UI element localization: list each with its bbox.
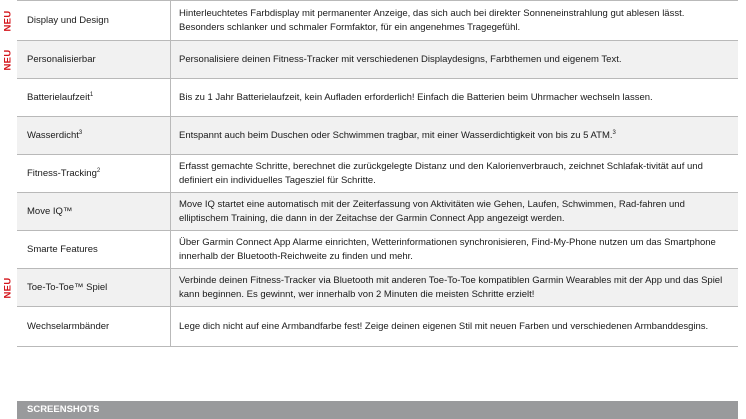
feature-description: Hinterleuchtetes Farbdisplay mit permanenter Anzeige, das sich auch bei direkter Sonneneinstrahlung gut ablesen lässt. Besonders schlanker und schmaler Formfaktor, für ein angenehmes Tragegefühl. [171,1,739,41]
feature-description: Move IQ startet eine automatisch mit der Zeiterfassung von Aktivitäten wie Gehen, Laufen, Schwimmen, Rad-fahren und elliptischem Training, die dann in der Zeitachse der Garmin Connect App angezeigt werden. [171,193,739,231]
feature-name: Move IQ™ [27,205,73,217]
feature-name-cell [2,41,171,79]
screenshots-section-header: SCREENSHOTS [17,401,738,419]
footnote-marker: 3 [612,129,616,136]
feature-name: Display und Design [27,14,109,26]
feature-name-cell [2,269,171,307]
footnote-marker: 3 [78,129,83,136]
feature-name-cell [2,1,171,41]
table-row [17,1,738,41]
table-row [17,269,738,307]
feature-name: Wechselarmbänder [27,320,110,332]
feature-description: Bis zu 1 Jahr Batterielaufzeit, kein Aufladen erforderlich! Einfach die Batterien beim Uhrmacher wechseln lassen. [171,79,739,117]
feature-description: Entspannt auch beim Duschen oder Schwimmen tragbar, mit einer Wasserdichtigkeit von bis zu 5 ATM. [179,129,613,141]
new-badge: NEU [2,277,14,298]
table-row [17,231,738,269]
feature-description-cell [171,117,739,155]
feature-name-cell [17,79,171,117]
feature-name-cell [17,193,171,231]
feature-description: Erfasst gemachte Schritte, berechnet die zurückgelegte Distanz und den Kalorienverbrauch, zeichnet Schlafak-tivität auf und definiert ein individuelles Tagesziel für Schritte. [171,155,739,193]
feature-name: Fitness-Tracking [27,167,97,179]
table-row [17,155,738,193]
table-row [17,307,738,347]
new-badge: NEU [2,49,14,70]
feature-name: Wasserdicht [27,129,79,141]
table-row [17,117,738,155]
feature-description: Über Garmin Connect App Alarme einrichten, Wetterinformationen synchronisieren, Find-My-Phone nutzen um das Smartphone innerhalb der Bluetooth-Reichweite zu finden und mehr. [171,231,739,269]
table-row [17,41,738,79]
feature-name-cell [17,155,171,193]
feature-table [2,0,738,347]
feature-name-cell [17,117,171,155]
footnote-marker: 1 [89,91,94,98]
table-row [17,193,738,231]
new-badge: NEU [2,10,14,31]
feature-name: Personalisierbar [27,53,96,65]
feature-name: Batterielaufzeit [27,91,90,103]
feature-name-cell [17,231,171,269]
feature-name: Smarte Features [27,243,98,255]
feature-name-cell [17,307,171,347]
feature-name: Toe-To-Toe™ Spiel [27,281,108,293]
table-row [17,79,738,117]
footnote-marker: 2 [96,167,101,174]
feature-description: Lege dich nicht auf eine Armbandfarbe fest! Zeige deinen eigenen Stil mit neuen Farben und verschiedenen Armbanddesgins. [171,307,739,347]
feature-description: Verbinde deinen Fitness-Tracker via Bluetooth mit anderen Toe-To-Toe kompatiblen Garmin Wearables mit der App und das Spiel kann beginnen. Es gewinnt, wer innerhalb von 2 Minuten die meisten Schritte erzielt! [171,269,739,307]
feature-description: Personalisiere deinen Fitness-Tracker mit verschiedenen Displaydesigns, Farbthemen und eigenem Text. [171,41,739,79]
